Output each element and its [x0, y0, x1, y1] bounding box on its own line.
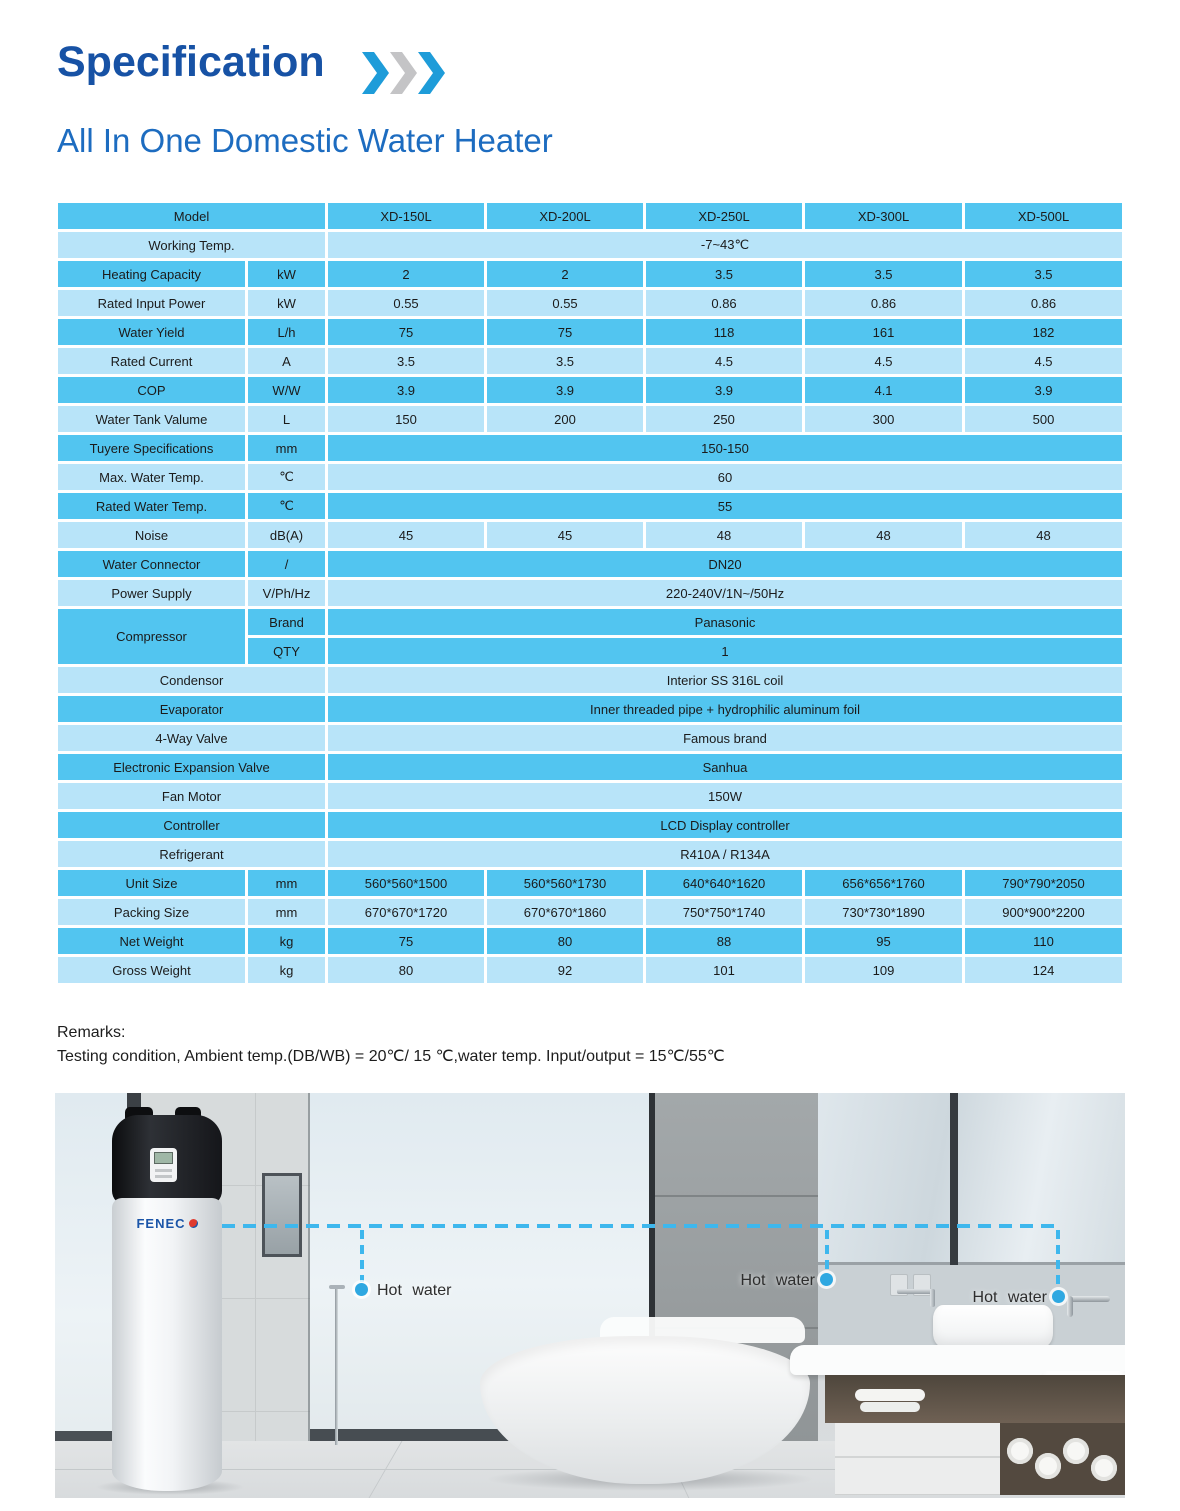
hot-water-dot-3 — [1052, 1290, 1065, 1303]
page-title: Specification — [57, 38, 325, 86]
rolled-towel — [1007, 1438, 1033, 1464]
wall-picture-image — [265, 1176, 299, 1254]
spec-value-cell: Panasonic — [328, 609, 1122, 635]
spec-unit-cell: mm — [248, 899, 325, 925]
spec-row — [58, 261, 1122, 287]
spec-row — [58, 551, 1122, 577]
folded-towel — [855, 1389, 925, 1401]
spec-value-cell: 45 — [487, 522, 643, 548]
spec-row — [58, 783, 1122, 809]
remarks-text: Testing condition, Ambient temp.(DB/WB) = 20℃/ 15 ℃,water temp. Input/output = 15℃/55℃ — [57, 1048, 725, 1065]
feneco-globe-icon — [189, 1219, 198, 1228]
remarks-label: Remarks: — [57, 1024, 126, 1041]
vanity-mirror — [818, 1093, 1125, 1265]
spec-label-cell: Rated Current — [58, 348, 245, 374]
spec-value-cell: 48 — [965, 522, 1122, 548]
right-sink-faucet — [1067, 1296, 1110, 1302]
spec-unit-cell: ℃ — [248, 464, 325, 490]
spec-label-cell: Model — [58, 203, 325, 229]
spec-value-cell: 75 — [487, 319, 643, 345]
spec-label-cell: Fan Motor — [58, 783, 325, 809]
spec-value-cell: 4.5 — [805, 348, 962, 374]
spec-row — [58, 435, 1122, 461]
spec-value-cell: 182 — [965, 319, 1122, 345]
spec-row — [58, 957, 1122, 983]
spec-label-cell: Working Temp. — [58, 232, 325, 258]
spec-value-cell: 4.1 — [805, 377, 962, 403]
spec-label-cell: Water Connector — [58, 551, 245, 577]
spec-value-cell: 4.5 — [646, 348, 802, 374]
spec-row — [58, 609, 1122, 635]
spec-label-cell: Rated Water Temp. — [58, 493, 245, 519]
spec-value-cell: XD-300L — [805, 203, 962, 229]
heater-buttons — [155, 1169, 172, 1172]
spec-value-cell: DN20 — [328, 551, 1122, 577]
spec-value-cell: 92 — [487, 957, 643, 983]
spec-row — [58, 290, 1122, 316]
spec-row — [58, 812, 1122, 838]
spec-row — [58, 928, 1122, 954]
spec-label-cell: Noise — [58, 522, 245, 548]
spec-value-cell: 3.5 — [965, 261, 1122, 287]
spec-label-cell: Heating Capacity — [58, 261, 245, 287]
heater-control-panel — [150, 1148, 177, 1182]
spec-row — [58, 493, 1122, 519]
spec-unit-cell: kW — [248, 290, 325, 316]
spec-value-cell: 4.5 — [965, 348, 1122, 374]
tub-faucet-spout — [329, 1285, 345, 1289]
spec-label-cell: Unit Size — [58, 870, 245, 896]
spec-value-cell: 55 — [328, 493, 1122, 519]
spec-unit-cell: kg — [248, 928, 325, 954]
spec-value-cell: 250 — [646, 406, 802, 432]
spec-value-cell: XD-150L — [328, 203, 484, 229]
pipe-line-drop-2 — [825, 1230, 829, 1275]
spec-value-cell: 500 — [965, 406, 1122, 432]
spec-group-label: Compressor — [58, 609, 245, 664]
spec-value-cell: 124 — [965, 957, 1122, 983]
spec-row — [58, 522, 1122, 548]
spec-value-cell: 640*640*1620 — [646, 870, 802, 896]
spec-value-cell: 95 — [805, 928, 962, 954]
spec-label-cell: Condensor — [58, 667, 325, 693]
spec-value-cell: LCD Display controller — [328, 812, 1122, 838]
right-sink-faucet-spout — [1067, 1296, 1073, 1317]
spec-row — [58, 580, 1122, 606]
pipe-line-drop-3 — [1056, 1230, 1060, 1290]
spec-unit-cell: L/h — [248, 319, 325, 345]
spec-value-cell: R410A / R134A — [328, 841, 1122, 867]
spec-row — [58, 667, 1122, 693]
spec-unit-cell: W/W — [248, 377, 325, 403]
spec-value-cell: 2 — [328, 261, 484, 287]
feneco-logo — [112, 1213, 222, 1233]
spec-unit-cell: dB(A) — [248, 522, 325, 548]
spec-value-cell: 3.9 — [965, 377, 1122, 403]
spec-value-cell: 3.9 — [328, 377, 484, 403]
left-sink — [933, 1305, 1053, 1347]
spec-label-cell: Net Weight — [58, 928, 245, 954]
spec-unit-cell: kW — [248, 261, 325, 287]
spec-value-cell: 80 — [328, 957, 484, 983]
spec-label-cell: Tuyere Specifications — [58, 435, 245, 461]
spec-value-cell: 560*560*1500 — [328, 870, 484, 896]
page-subtitle: All In One Domestic Water Heater — [57, 122, 553, 159]
spec-value-cell: 161 — [805, 319, 962, 345]
spec-unit-cell: / — [248, 551, 325, 577]
spec-label-cell: COP — [58, 377, 245, 403]
rolled-towel — [1063, 1438, 1089, 1464]
spec-unit-cell: kg — [248, 957, 325, 983]
spec-value-cell: 88 — [646, 928, 802, 954]
spec-row — [58, 464, 1122, 490]
vanity-drawers — [835, 1423, 1000, 1495]
spec-value-cell: 118 — [646, 319, 802, 345]
spec-value-cell: 656*656*1760 — [805, 870, 962, 896]
spec-label-cell: Rated Input Power — [58, 290, 245, 316]
drawer-seam — [835, 1456, 1000, 1458]
spec-value-cell: 900*900*2200 — [965, 899, 1122, 925]
hot-water-dot-1 — [355, 1283, 368, 1296]
spec-row — [58, 319, 1122, 345]
spec-value-cell: 790*790*2050 — [965, 870, 1122, 896]
spec-label-cell: Electronic Expansion Valve — [58, 754, 325, 780]
spec-value-cell: XD-200L — [487, 203, 643, 229]
spec-label-cell: Water Yield — [58, 319, 245, 345]
spec-value-cell: 60 — [328, 464, 1122, 490]
hot-water-dot-2 — [820, 1273, 833, 1286]
spec-value-cell: 1 — [328, 638, 1122, 664]
spec-label-cell: Power Supply — [58, 580, 245, 606]
spec-label-cell: Gross Weight — [58, 957, 245, 983]
spec-value-cell: 0.86 — [805, 290, 962, 316]
spec-value-cell: 3.5 — [328, 348, 484, 374]
heater-buttons — [155, 1175, 172, 1178]
spec-unit-cell: L — [248, 406, 325, 432]
water-heater-body — [112, 1198, 222, 1491]
folded-towel — [860, 1402, 920, 1412]
spec-value-cell: 0.86 — [965, 290, 1122, 316]
bathroom-photo — [55, 1093, 1125, 1498]
spec-value-cell: 0.55 — [328, 290, 484, 316]
heater-lcd-screen — [154, 1152, 173, 1164]
hot-water-label-1: Hot water — [377, 1282, 452, 1299]
spec-value-cell: -7~43℃ — [328, 232, 1122, 258]
spec-value-cell: 150-150 — [328, 435, 1122, 461]
spec-value-cell: 0.86 — [646, 290, 802, 316]
spec-value-cell: 3.5 — [646, 261, 802, 287]
spec-unit-cell: QTY — [248, 638, 325, 664]
spec-unit-cell: ℃ — [248, 493, 325, 519]
rolled-towel — [1091, 1455, 1117, 1481]
spec-value-cell: 3.5 — [487, 348, 643, 374]
spec-value-cell: 220-240V/1N~/50Hz — [328, 580, 1122, 606]
spec-unit-cell: mm — [248, 435, 325, 461]
spec-label-cell: Packing Size — [58, 899, 245, 925]
spec-value-cell: XD-250L — [646, 203, 802, 229]
spec-value-cell: 2 — [487, 261, 643, 287]
spec-row — [58, 754, 1122, 780]
spec-row — [58, 841, 1122, 867]
spec-value-cell: 3.5 — [805, 261, 962, 287]
spec-value-cell: 101 — [646, 957, 802, 983]
spec-row — [58, 696, 1122, 722]
spec-value-cell: 0.55 — [487, 290, 643, 316]
spec-row — [58, 725, 1122, 751]
spec-label-cell: Controller — [58, 812, 325, 838]
spec-value-cell: 300 — [805, 406, 962, 432]
hot-water-label-2: Hot water — [740, 1272, 815, 1289]
spec-value-cell: 560*560*1730 — [487, 870, 643, 896]
spec-value-cell: 670*670*1860 — [487, 899, 643, 925]
pipe-line-horizontal — [222, 1224, 1060, 1228]
spec-value-cell: 750*750*1740 — [646, 899, 802, 925]
rolled-towel — [1035, 1453, 1061, 1479]
spec-unit-cell: mm — [248, 870, 325, 896]
tub-faucet-pole — [335, 1285, 338, 1445]
spec-row — [58, 203, 1122, 229]
spec-value-cell: 109 — [805, 957, 962, 983]
spec-row — [58, 870, 1122, 896]
spec-table-body — [58, 203, 1122, 983]
mirror-seam — [950, 1093, 958, 1265]
spec-row — [58, 899, 1122, 925]
spec-value-cell: 200 — [487, 406, 643, 432]
tile-seam — [255, 1093, 256, 1441]
spec-value-cell: 75 — [328, 319, 484, 345]
spec-value-cell: 110 — [965, 928, 1122, 954]
spec-value-cell: 48 — [805, 522, 962, 548]
chevrons-icon — [362, 52, 448, 94]
spec-value-cell: Sanhua — [328, 754, 1122, 780]
spec-value-cell: 80 — [487, 928, 643, 954]
hot-water-label-3: Hot water — [972, 1289, 1047, 1306]
spec-value-cell: 150 — [328, 406, 484, 432]
spec-unit-cell: Brand — [248, 609, 325, 635]
spec-value-cell: 75 — [328, 928, 484, 954]
spec-value-cell: 48 — [646, 522, 802, 548]
spec-value-cell: Interior SS 316L coil — [328, 667, 1122, 693]
spec-label-cell: Refrigerant — [58, 841, 325, 867]
spec-row — [58, 406, 1122, 432]
spec-value-cell: 150W — [328, 783, 1122, 809]
spec-value-cell: 45 — [328, 522, 484, 548]
spec-value-cell: Famous brand — [328, 725, 1122, 751]
spec-value-cell: 3.9 — [646, 377, 802, 403]
wall-picture — [262, 1173, 302, 1257]
spec-unit-cell: V/Ph/Hz — [248, 580, 325, 606]
spec-row — [58, 348, 1122, 374]
spec-label-cell: Max. Water Temp. — [58, 464, 245, 490]
feneco-logo-text: FENEC — [136, 1215, 186, 1231]
spec-row — [58, 377, 1122, 403]
spec-unit-cell: A — [248, 348, 325, 374]
spec-label-cell: 4-Way Valve — [58, 725, 325, 751]
pipe-line-drop-1 — [360, 1230, 364, 1282]
spec-label-cell: Evaporator — [58, 696, 325, 722]
spec-value-cell: 670*670*1720 — [328, 899, 484, 925]
spec-value-cell: XD-500L — [965, 203, 1122, 229]
stone-seam — [655, 1195, 818, 1197]
spec-value-cell: 3.9 — [487, 377, 643, 403]
spec-table — [55, 200, 1125, 986]
spec-label-cell: Water Tank Valume — [58, 406, 245, 432]
spec-row — [58, 232, 1122, 258]
spec-value-cell: 730*730*1890 — [805, 899, 962, 925]
spec-value-cell: Inner threaded pipe + hydrophilic aluminum foil — [328, 696, 1122, 722]
